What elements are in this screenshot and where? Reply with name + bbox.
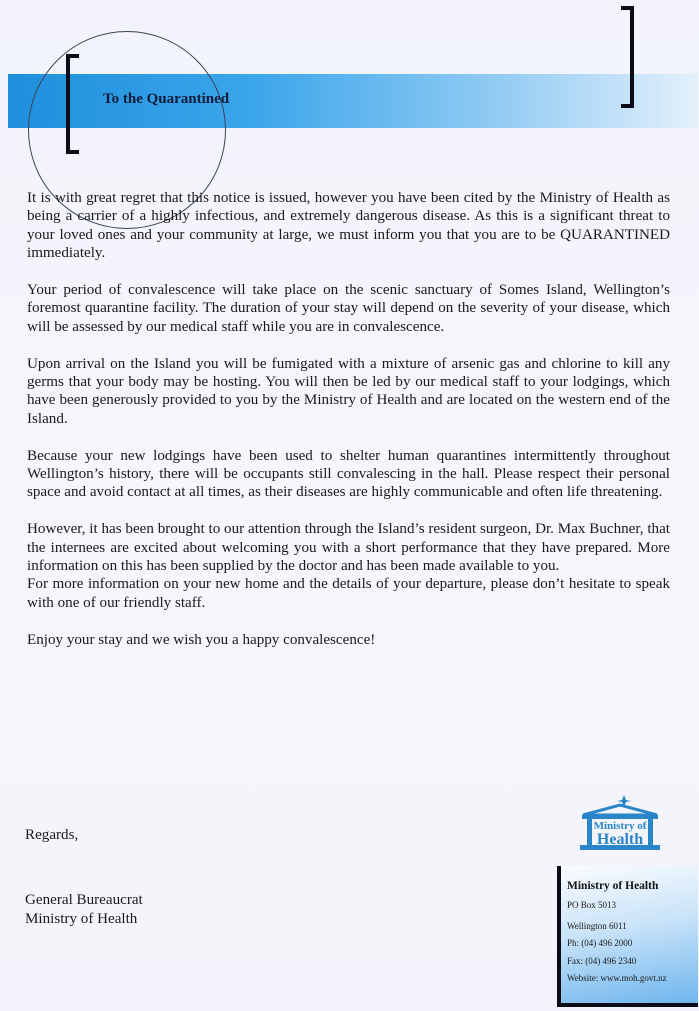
- signatory-org: Ministry of Health: [25, 911, 138, 927]
- left-bracket-decoration: [66, 54, 79, 154]
- contact-po-box: PO Box 5013: [567, 900, 617, 910]
- paragraph: Because your new lodgings have been used to shelter human quarantines intermittently throughout Wellington’s history, there will be occupants still convalescing in the hall. Please respect their personal space and avoid contact at all times, as their diseases are highly communicable and often life threatening.: [27, 447, 670, 501]
- contact-fax: Fax: (04) 496 2340: [567, 956, 637, 966]
- paragraph: Upon arrival on the Island you will be fumigated with a mixture of arsenic gas and chlorine to kill any germs that your body may be hosting. You will then be led by our medical staff to your lodgings, which have been generously provided to you by the Ministry of Health and are located on the western end of the Island.: [27, 355, 670, 427]
- paragraph: Your period of convalescence will take place on the scenic sanctuary of Somes Island, Wellington’s foremost quarantine facility. The duration of your stay will depend on the severity of your disease, which will be assessed by our medical staff while you are in convalescence.: [27, 282, 670, 335]
- contact-heading: Ministry of Health: [567, 880, 659, 892]
- ministry-logo-icon: [577, 793, 663, 855]
- contact-city: Wellington 6011: [567, 921, 627, 931]
- logo-line2: Health: [596, 831, 644, 848]
- contact-website: Website: www.moh.govt.nz: [567, 973, 667, 983]
- right-bracket-decoration: [621, 6, 634, 108]
- signatory-title: General Bureaucrat: [25, 892, 143, 908]
- ministry-logo: [577, 793, 663, 855]
- contact-phone: Ph: (04) 496 2000: [567, 938, 633, 948]
- letter-title: To the Quarantined: [103, 91, 230, 107]
- logo-line1: Ministry of: [593, 820, 647, 832]
- closing-regards: Regards,: [25, 827, 79, 843]
- signature-block: [25, 891, 143, 929]
- paragraph: However, it has been brought to our attention through the Island’s resident surgeon, Dr. Max Buchner, that the internees are excited about welcoming you with a short performance that they have prepared. More information on this has been supplied by the doctor and has been made available to you.: [27, 521, 670, 575]
- letter-body: [27, 189, 670, 667]
- paragraph: For more information on your new home and the details of your departure, please don’t hesitate to speak with one of our friendly staff.: [27, 576, 670, 611]
- paragraph: It is with great regret that this notice is issued, however you have been cited by the Ministry of Health as being a carrier of a highly infectious, and extremely dangerous disease. As this is a significant threat to your loved ones and your community at large, we must inform you that you are to be QUARANTINED immediately.: [27, 190, 670, 262]
- contact-box: [557, 866, 698, 1007]
- paragraph: Enjoy your stay and we wish you a happy convalescence!: [27, 631, 376, 648]
